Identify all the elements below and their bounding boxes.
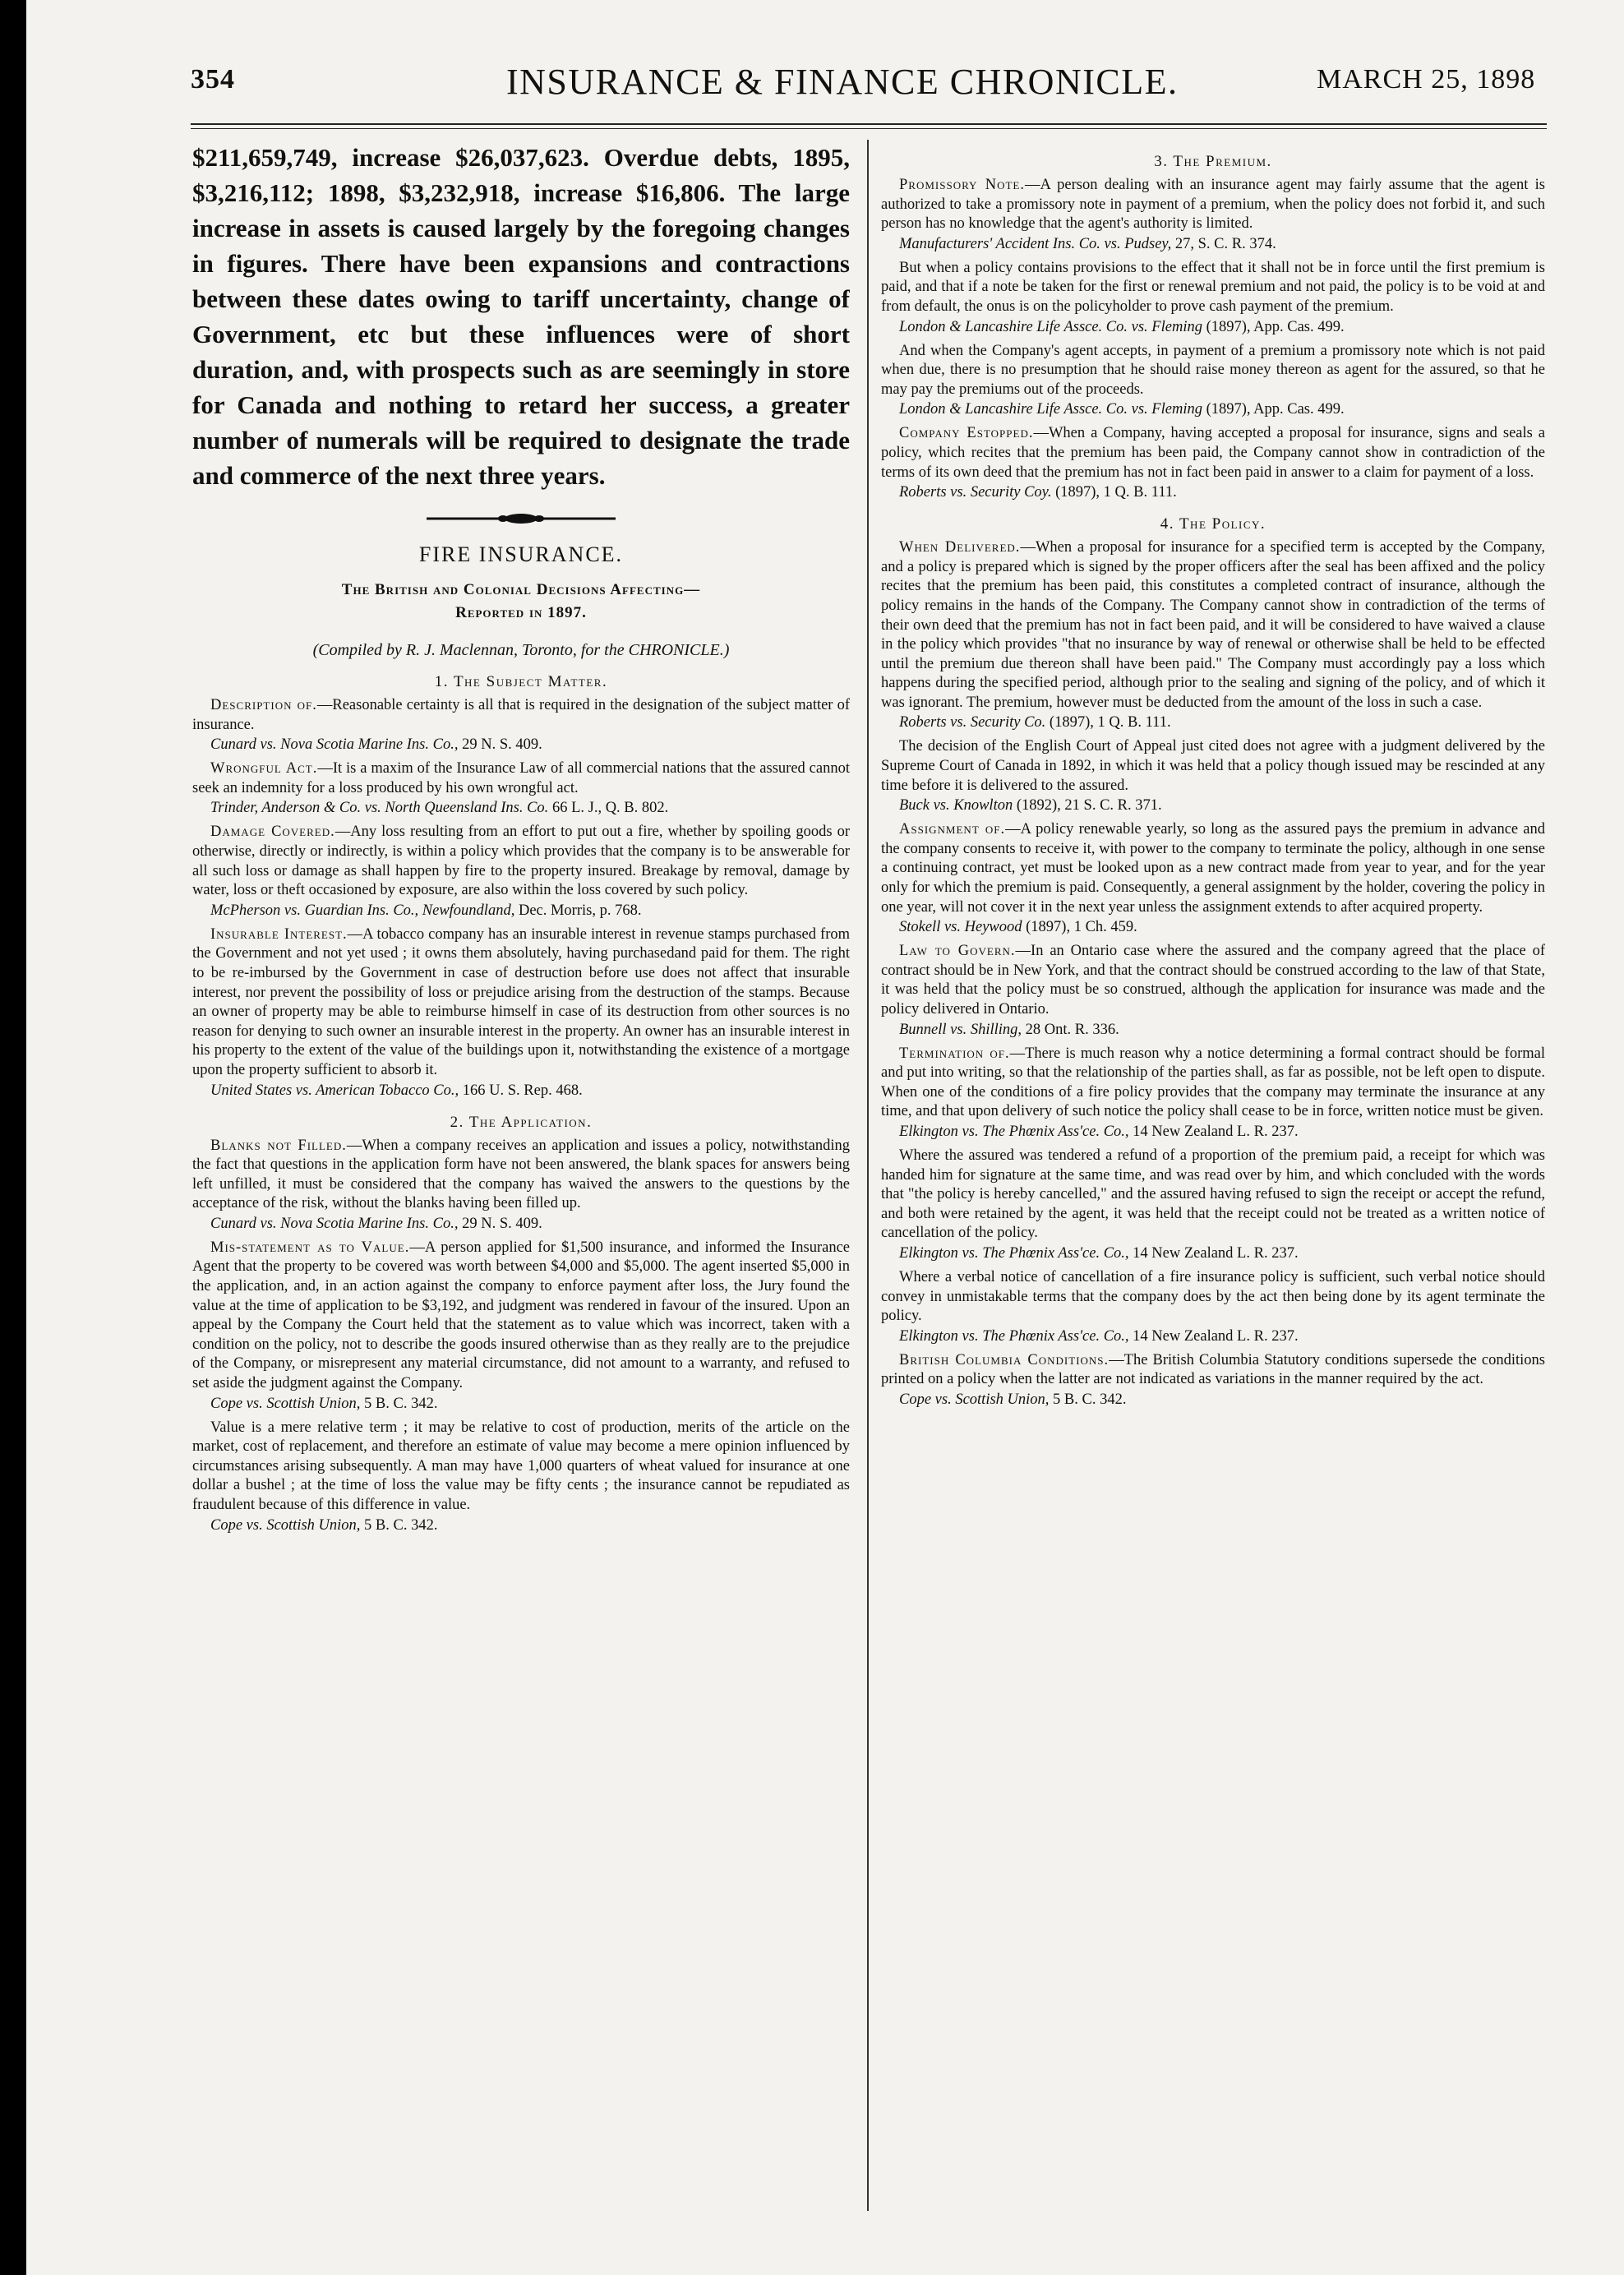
case-caption: Wrongful Act. xyxy=(210,760,318,778)
case-text: —It is a maxim of the Insurance Law of all commercial nations that the assured cannot seek an indemnity for a loss produced by his own wrongful act. xyxy=(192,760,850,796)
case-paragraph xyxy=(881,1268,1545,1327)
case-caption: When Delivered. xyxy=(899,539,1021,556)
case-caption: Promissory Note. xyxy=(899,177,1025,193)
citation-reference: 29 N. S. 409. xyxy=(458,1215,542,1232)
publication-title: INSURANCE & FINANCE CHRONICLE. xyxy=(506,62,1179,102)
case-text: —The British Columbia Statutory conditions supersede the conditions printed on a policy when the latter are not indicated as variations in the manner required by the act. xyxy=(881,1351,1545,1388)
case-citation xyxy=(881,713,1545,732)
citation-reference: Dec. Morris, p. 768. xyxy=(514,902,642,919)
case-text: —A tobacco company has an insurable interest in revenue stamps purchased from the Government and not yet used ; it owns them absolutely, having purchasedand paid for them. The right to be re-imbursed by the Government in case of destruction before use does not affect that insurable interest, nor prevent the possibility of loss or prejudice arising from the destruction of the stamps. Because an owner of property may be able to reimburse himself in case of its destruction from other sources is no reason for denying to such owner an insurable interest in the property. An owner has an insurable interest in his property to the extent of the value of the buildings upon it, notwithstanding the existence of a mortgage upon the property sufficient to absorb it. xyxy=(192,925,850,1078)
citation-party: Cunard vs. Nova Scotia Marine Ins. Co., xyxy=(210,1215,459,1232)
case-paragraph xyxy=(192,696,850,735)
case-citation xyxy=(881,1327,1545,1346)
citation-reference: (1892), 21 S. C. R. 371. xyxy=(1013,797,1162,814)
case-citation xyxy=(881,1122,1545,1142)
left-column xyxy=(192,140,850,2244)
case-citation xyxy=(192,901,850,921)
citation-reference: 14 New Zealand L. R. 237. xyxy=(1128,1244,1299,1262)
article-subtitle-line: Reported in 1897. xyxy=(455,604,587,621)
case-citation xyxy=(192,1394,850,1414)
right-sections xyxy=(881,153,1545,1410)
case-text: —A policy renewable yearly, so long as the assured pays the premium in advance and the company consents to receive it, with power to the company to terminate the policy, although in one sense a continuing contract, yet must be looked upon as a new contract made from year to year, and for the year only for which the premium is paid. Consequently, a general assignment by the holder, covering the policy in one year, will not cover it in the next year unless the assignment extends to after acquired property. xyxy=(881,821,1545,916)
case-text: —When a Company, having accepted a proposal for insurance, signs and seals a policy, which recites that the premium has been paid, the Company cannot show in contradiction of the terms of its own deed that the premium has not in fact been paid in answer to a claim for payment of a loss. xyxy=(881,425,1545,481)
citation-reference: (1897), 1 Ch. 459. xyxy=(1022,919,1137,936)
case-caption: Blanks not Filled. xyxy=(210,1137,347,1154)
case-text: Where a verbal notice of cancellation of a fire insurance policy is sufficient, such verbal notice should convey in unmistakable terms that the company does by the act then being done by its agent terminate the policy. xyxy=(881,1268,1545,1325)
citation-reference: 5 B. C. 342. xyxy=(1049,1391,1127,1408)
case-text: —A person applied for $1,500 insurance, and informed the Insurance Agent that the property to be covered was worth between $4,000 and $5,000. The agent inserted $5,000 in the application, and, in an action against the company to enforce payment after loss, the Jury found the value at the time of application to be $3,192, and judgment was rendered in favour of the insured. Upon an appeal by the Company the Court held that the statement as to value which was incorrect, taken with a condition on the policy, not to describe the goods insured otherwise than as they really are to the prejudice of the Company, or misrepresent any material circumstance, did not amount to a warranty, and refused to set aside the judgment against the Company. xyxy=(192,1239,850,1392)
case-citation xyxy=(881,399,1545,419)
case-text: And when the Company's agent accepts, in payment of a premium a promissory note which is not paid when due, there is no presumption that he should raise money thereon as agent for the assured, so that he may pay the premiums out of the proceeds. xyxy=(881,342,1545,398)
newspaper-page xyxy=(26,0,1624,2275)
citation-party: Cope vs. Scottish Union, xyxy=(899,1391,1050,1408)
case-citation xyxy=(192,798,850,818)
header-rule-thin xyxy=(191,128,1547,129)
case-text: —In an Ontario case where the assured and the company agreed that the place of contract should be in New York, and that the contract should be construed according to the law of that State, it was held that the policy must be so construed, although the application for insurance was made and the policy delivered in Ontario. xyxy=(881,943,1545,1018)
case-text: —Any loss resulting from an effort to put out a fire, whether by spoiling goods or otherwise, directly or indirectly, is within a policy which provides that the company is to be answerable for all such loss or damage as shall happen by fire to the property insured. Breakage by removal, damage by water, loss or theft occasioned by exposure, are also within the loss covered by such policy. xyxy=(192,824,850,899)
citation-reference: (1897), App. Cas. 499. xyxy=(1202,401,1345,418)
case-text: But when a policy contains provisions to the effect that it shall not be in force until the first premium is paid, and that if a note be taken for the first or renewal premium and not paid, the policy is to be void at and from default, the onus is on the policyholder to prove cash payment of the premium. xyxy=(881,259,1545,315)
citation-party: Roberts vs. Security Co. xyxy=(899,714,1046,731)
citation-reference: 5 B. C. 342. xyxy=(360,1516,438,1534)
citation-party: Bunnell vs. Shilling, xyxy=(899,1021,1022,1038)
citation-reference: 5 B. C. 342. xyxy=(360,1395,438,1412)
article-byline: (Compiled by R. J. Maclennan, Toronto, for the CHRONICLE.) xyxy=(312,641,730,659)
article-subtitle-line: The British and Colonial Decisions Affecting— xyxy=(341,581,701,598)
left-sections xyxy=(192,673,850,1535)
case-caption: Company Estopped. xyxy=(899,425,1034,442)
case-caption: Mis-statement as to Value. xyxy=(210,1239,410,1256)
header-rule xyxy=(191,123,1547,125)
citation-party: London & Lancashire Life Assce. Co. vs. Fleming xyxy=(899,318,1202,335)
case-caption: Termination of. xyxy=(899,1045,1010,1062)
case-caption: Insurable Interest. xyxy=(210,925,348,943)
case-paragraph xyxy=(881,942,1545,1019)
case-caption: Law to Govern. xyxy=(899,943,1016,960)
citation-reference: 166 U. S. Rep. 468. xyxy=(459,1082,583,1099)
case-citation xyxy=(881,317,1545,337)
case-paragraph xyxy=(881,176,1545,234)
case-paragraph xyxy=(192,925,850,1081)
section-heading: 2. The Application. xyxy=(450,1113,593,1131)
section-heading: 1. The Subject Matter. xyxy=(434,673,608,690)
case-caption: Assignment of. xyxy=(899,821,1006,838)
citation-reference: (1897), App. Cas. 499. xyxy=(1202,318,1345,335)
citation-party: Cunard vs. Nova Scotia Marine Ins. Co., xyxy=(210,736,459,754)
case-citation xyxy=(881,482,1545,502)
case-text: —Reasonable certainty is all that is required in the designation of the subject matter of insurance. xyxy=(192,697,850,733)
right-column xyxy=(881,140,1545,2244)
citation-party: Buck vs. Knowlton xyxy=(899,797,1013,814)
case-paragraph xyxy=(881,424,1545,482)
citation-party: Cope vs. Scottish Union, xyxy=(210,1516,361,1534)
citation-party: London & Lancashire Life Assce. Co. vs. Fleming xyxy=(899,401,1202,418)
page-header xyxy=(26,64,1624,122)
citation-reference: 66 L. J., Q. B. 802. xyxy=(548,800,669,817)
case-paragraph xyxy=(881,342,1545,400)
section-heading: 4. The Policy. xyxy=(1160,515,1266,533)
case-text: —There is much reason why a notice determining a formal contract should be formal and put into writing, so that the relationship of the parties shall, as far as possible, not be left open to dispute. When one of the conditions of a fire policy provides that the company may terminate the insurance at any time, and that upon delivery of such notice the policy shall cease to be in force, written notice must be given. xyxy=(881,1045,1545,1120)
issue-date: MARCH 25, 1898 xyxy=(1317,64,1536,95)
case-caption: Description of. xyxy=(210,697,317,713)
case-text: —When a proposal for insurance for a specified term is accepted by the Company, and a policy is prepared which is signed by the proper officers after the seal has been affixed and the policy recites that the premium has been paid, this constitutes a completed contract of insurance, although the policy remains in the hands of the Company. The Company cannot show in contradiction of the terms of their own deed that the premium has not in fact been paid, and it will be considered to have waived a clause in the policy which provides "that no insurance by way of renewal or otherwise shall be held to be effected until the premium due thereon shall have been paid." The Company must accordingly pay a loss which happens during the specified period, although prior to the sealing and signing of the policy, and of which it was ignorant. The premium, however must be deducted from the amount of the loss in such a case. xyxy=(881,539,1545,711)
article-title: FIRE INSURANCE. xyxy=(418,542,624,566)
case-paragraph xyxy=(192,1239,850,1394)
case-paragraph xyxy=(192,1419,850,1516)
case-paragraph xyxy=(881,259,1545,317)
case-citation xyxy=(192,1214,850,1234)
case-citation xyxy=(192,735,850,754)
citation-party: Roberts vs. Security Coy. xyxy=(899,484,1052,501)
citation-reference: (1897), 1 Q. B. 111. xyxy=(1045,714,1171,731)
ornament-divider xyxy=(427,511,616,526)
case-citation xyxy=(881,917,1545,937)
case-citation xyxy=(192,1081,850,1101)
case-citation xyxy=(881,1390,1545,1410)
case-text: —When a company receives an application and issues a policy, notwithstanding the fact that questions in the application form have not been answered, the blank spaces for answers being left unfilled, it must be considered that the company has waived the answers to the questions by the acceptance of the risk, without the blanks having been filled up. xyxy=(192,1137,850,1212)
citation-reference: 14 New Zealand L. R. 237. xyxy=(1128,1123,1299,1140)
column-divider xyxy=(867,140,869,2211)
citation-party: Stokell vs. Heywood xyxy=(899,919,1022,936)
case-text: Where the assured was tendered a refund of a proportion of the premium paid, a receipt for which was handed him for signature at the same time, and was read over by him, and which concluded with the words that "the policy is hereby cancelled," and the assured having refused to sign the receipt or accept the refund, and both were retained by the agent, it was held that the receipt could not be treated as a written notice of cancellation of the policy. xyxy=(881,1147,1545,1242)
case-paragraph xyxy=(881,538,1545,713)
citation-party: Elkington vs. The Phœnix Ass'ce. Co., xyxy=(899,1327,1129,1345)
citation-reference: 28 Ont. R. 336. xyxy=(1022,1021,1119,1038)
case-paragraph xyxy=(881,1147,1545,1244)
citation-party: McPherson vs. Guardian Ins. Co., Newfoundland, xyxy=(210,902,515,919)
case-citation xyxy=(881,1244,1545,1263)
citation-party: Elkington vs. The Phœnix Ass'ce. Co., xyxy=(899,1123,1129,1140)
page-number: 354 xyxy=(191,64,235,95)
case-citation xyxy=(881,796,1545,815)
case-text: —A person dealing with an insurance agent may fairly assume that the agent is authorized to take a promissory note in payment of a premium, when the policy does not forbid it, and such person has no knowledge that the agent's authority is limited. xyxy=(881,177,1545,233)
citation-reference: 14 New Zealand L. R. 237. xyxy=(1128,1327,1299,1345)
case-paragraph xyxy=(192,823,850,900)
citation-party: United States vs. American Tobacco Co., xyxy=(210,1082,459,1099)
case-citation xyxy=(881,234,1545,254)
case-paragraph xyxy=(881,737,1545,796)
case-paragraph xyxy=(881,1045,1545,1122)
case-caption: British Columbia Conditions. xyxy=(899,1351,1110,1368)
citation-party: Manufacturers' Accident Ins. Co. vs. Pudsey, xyxy=(899,235,1172,252)
case-text: The decision of the English Court of Appeal just cited does not agree with a judgment delivered by the Supreme Court of Canada in 1892, in which it was held that a policy though issued may be rescinded at any time before it is delivered to the assured. xyxy=(881,738,1545,794)
lead-paragraph: $211,659,749, increase $26,037,623. Overdue debts, 1895, $3,216,112; 1898, $3,232,918, increase $16,806. The large increase in assets is caused largely by the foregoing changes in figures. There have been expansions and contractions between these dates owing to tariff uncertainty, change of Government, etc but these influences were of short duration, and, with prospects such as are seemingly in store for Canada and nothing to retard her success, a greater number of numerals will be required to designate the trade and commerce of the next three years. xyxy=(192,143,850,490)
citation-reference: (1897), 1 Q. B. 111. xyxy=(1051,484,1177,501)
article-subtitle xyxy=(192,579,850,625)
citation-party: Cope vs. Scottish Union, xyxy=(210,1395,361,1412)
citation-reference: 27, S. C. R. 374. xyxy=(1171,235,1276,252)
case-text: Value is a mere relative term ; it may be relative to cost of production, merits of the article on the market, cost of replacement, and therefore an estimate of value may become a mere opinion influenced by circumstances arising subsequently. A man may have 1,000 quarters of wheat valued for insurance at one dollar a bushel ; at the time of loss the value may be fifty cents ; the insurance cannot be repudiated as fraudulent because of this difference in value. xyxy=(192,1419,850,1513)
case-paragraph xyxy=(192,759,850,798)
case-paragraph xyxy=(192,1137,850,1214)
case-citation xyxy=(881,1020,1545,1040)
citation-reference: 29 N. S. 409. xyxy=(458,736,542,754)
citation-party: Trinder, Anderson & Co. vs. North Queensland Ins. Co. xyxy=(210,800,549,817)
case-caption: Damage Covered. xyxy=(210,824,335,841)
section-heading: 3. The Premium. xyxy=(1154,153,1272,170)
citation-party: Elkington vs. The Phœnix Ass'ce. Co., xyxy=(899,1244,1129,1262)
case-citation xyxy=(192,1516,850,1535)
case-paragraph xyxy=(881,1351,1545,1390)
case-paragraph xyxy=(881,820,1545,917)
